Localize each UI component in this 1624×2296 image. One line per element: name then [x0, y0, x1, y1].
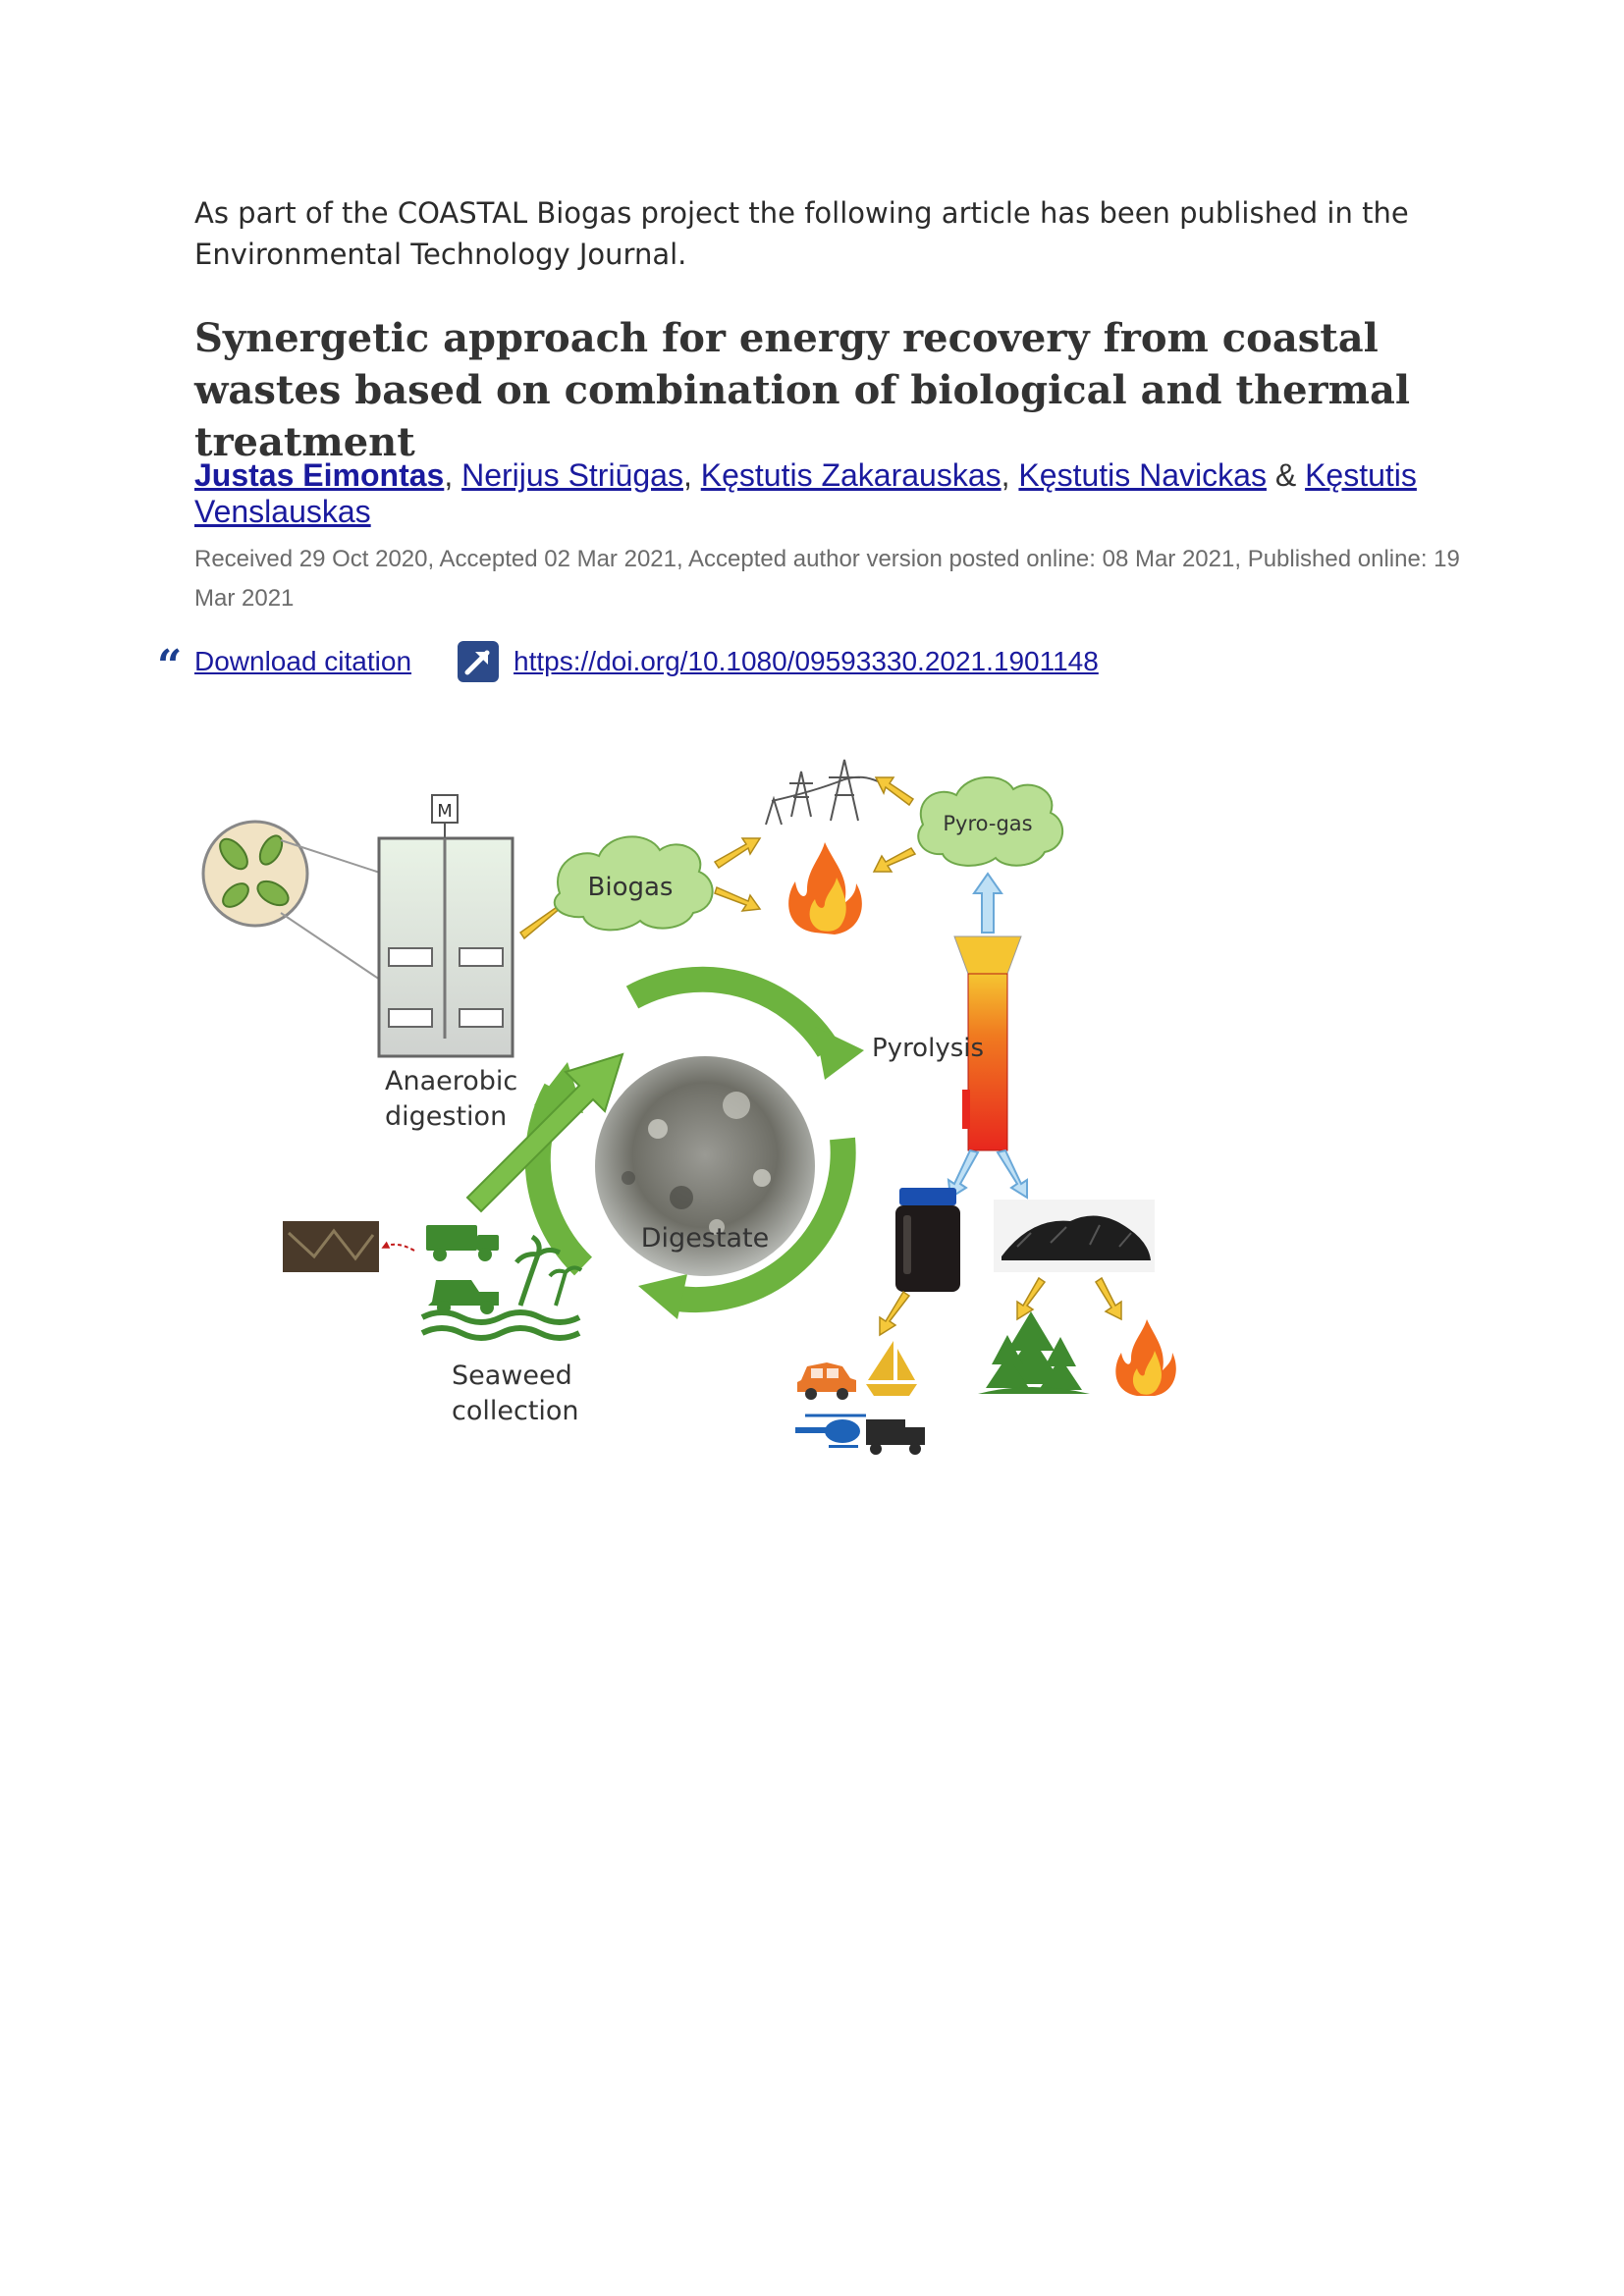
power-line-icon	[766, 760, 882, 825]
author-link[interactable]: Justas Eimontas	[194, 457, 445, 493]
biogas-cloud	[555, 836, 713, 930]
digester-reactor	[379, 795, 513, 1056]
pyrolysis-label: Pyrolysis	[872, 1034, 985, 1063]
external-link-icon[interactable]	[457, 640, 500, 683]
article-title: Synergetic approach for energy recovery from coastal wastes based on combination of biological and thermal treatment	[194, 315, 1411, 465]
author-link[interactable]: Kęstutis Venslauskas	[194, 457, 1417, 529]
biochar-image	[994, 1200, 1155, 1272]
motor-label: M	[437, 801, 453, 822]
author-separator: ,	[1001, 457, 1019, 493]
flame-icon	[788, 842, 862, 934]
seaweed-sample-image	[283, 1221, 414, 1272]
anaerobic-label-line1: Anaerobic	[385, 1066, 518, 1096]
anaerobic-label-line2: digestion	[385, 1101, 508, 1132]
truck-icon	[866, 1419, 925, 1455]
author-separator: &	[1266, 457, 1306, 493]
car-icon	[797, 1362, 856, 1400]
forest-icon	[978, 1311, 1090, 1394]
digestate-photo	[595, 1056, 815, 1276]
author-link[interactable]: Nerijus Striūgas	[461, 457, 683, 493]
seaweed-label-line1: Seaweed	[452, 1361, 572, 1391]
flame-icon	[1115, 1319, 1175, 1396]
author-separator: ,	[444, 457, 462, 493]
author-list	[194, 457, 1461, 530]
article-links	[157, 640, 1099, 691]
pyrolysis-oil-jar	[895, 1188, 960, 1292]
graphical-abstract	[187, 756, 1198, 1463]
quote-icon: “	[157, 641, 183, 691]
publication-dates: Received 29 Oct 2020, Accepted 02 Mar 2021, Accepted author version posted online: 08 Mar 2021, Published online: 19 Mar 2021	[194, 546, 1460, 612]
helicopter-icon	[795, 1415, 866, 1448]
pyrogas-label: Pyro-gas	[943, 812, 1033, 835]
seaweed-label-line2: collection	[452, 1396, 579, 1426]
pyrogas-cloud	[918, 777, 1062, 866]
author-separator: ,	[682, 457, 701, 493]
digestate-label: Digestate	[640, 1223, 770, 1254]
microbe-magnifier	[203, 822, 383, 982]
download-citation-link[interactable]: Download citation	[194, 646, 412, 676]
sailboat-icon	[866, 1341, 917, 1396]
doi-link[interactable]: https://doi.org/10.1080/09593330.2021.1901148	[514, 646, 1099, 676]
author-link[interactable]: Kęstutis Zakarauskas	[700, 457, 1001, 493]
intro-paragraph: As part of the COASTAL Biogas project the following article has been published in the Environmental Technology Journal.	[194, 196, 1409, 271]
biogas-label: Biogas	[587, 873, 674, 902]
author-link[interactable]: Kęstutis Navickas	[1018, 457, 1267, 493]
